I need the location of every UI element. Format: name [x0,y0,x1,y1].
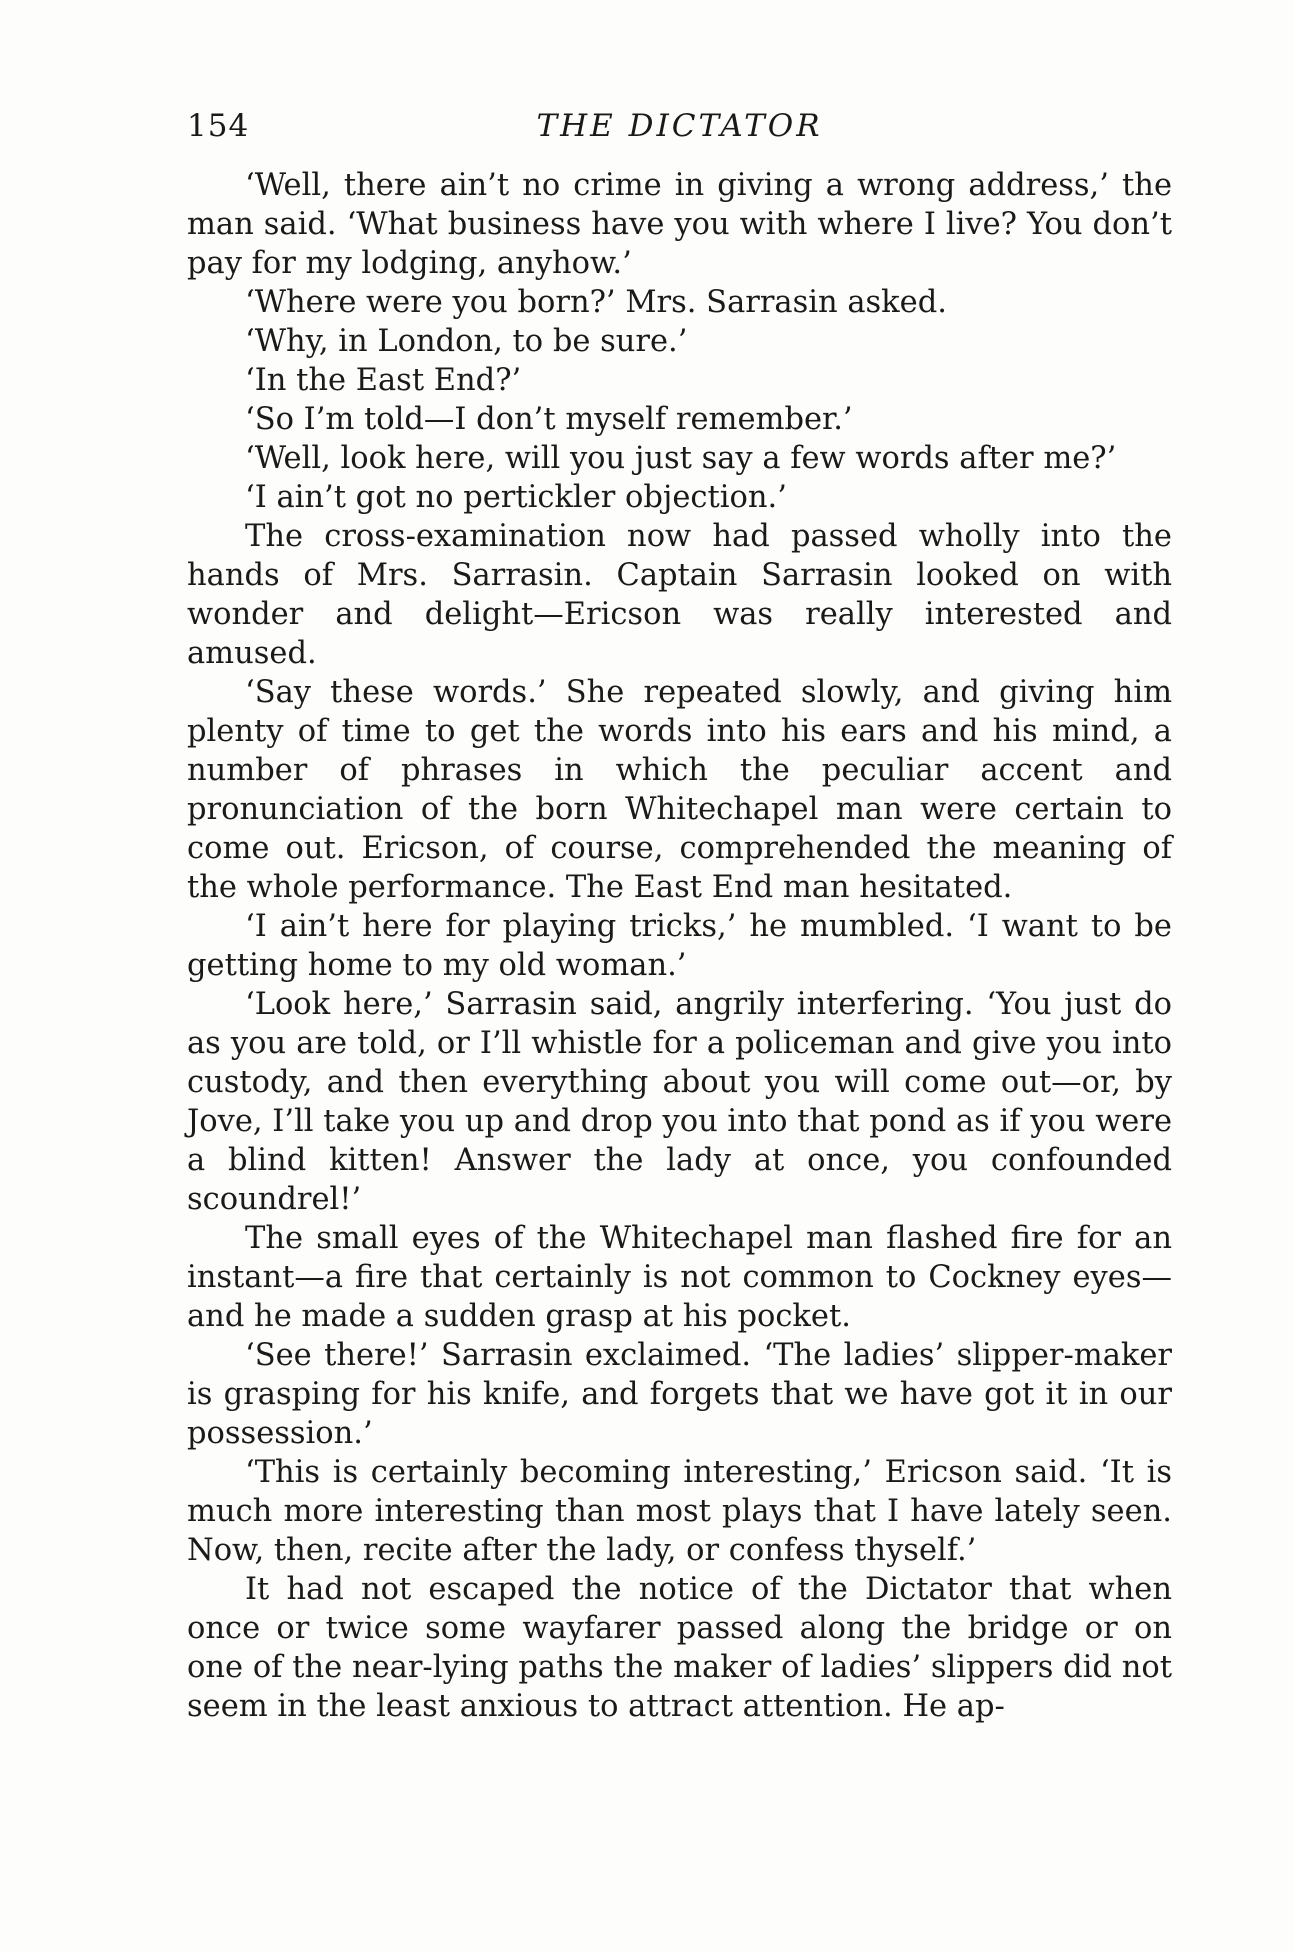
paragraph: ‘This is certainly becoming interesting,’ Ericson said. ‘It is much more interesting than most plays that I have lately seen. Now, then, recite after the lady, or confess thyself.’ [187,1455,1172,1568]
paragraph: ‘Look here,’ Sarrasin said, angrily interfering. ‘You just do as you are told, or I’ll whistle for a policeman and give you into custody, and then everything about you will come out—or, by Jove, I’ll take you up and drop you into that pond as if you were a blind kitten! Answer the lady at once, you confounded scoundrel!’ [187,987,1172,1217]
page-number: 154 [187,108,250,144]
paragraph: ‘I ain’t here for playing tricks,’ he mumbled. ‘I want to be getting home to my old woman.’ [187,909,1172,983]
paragraph: ‘Say these words.’ She repeated slowly, and giving him plenty of time to get the words into his ears and his mind, a number of phrases in which the peculiar accent and pronunciation of the born Whitechapel man were certain to come out. Ericson, of course, comprehended the meaning of the whole performance. The East End man hesitated. [187,675,1172,905]
page-header [187,108,1172,158]
body-text [187,166,1172,1726]
paragraph: ‘Where were you born?’ Mrs. Sarrasin asked. [245,285,947,320]
paragraph: ‘So I’m told—I don’t myself remember.’ [245,402,853,437]
paragraph: ‘See there!’ Sarrasin exclaimed. ‘The ladies’ slipper-maker is grasping for his knife, and forgets that we have got it in our possession.’ [187,1338,1172,1451]
paragraph: ‘Why, in London, to be sure.’ [245,324,688,359]
paragraph: ‘I ain’t got no pertickler objection.’ [245,480,787,515]
paragraph: ‘Well, look here, will you just say a few words after me?’ [245,441,1117,476]
paragraph: The small eyes of the Whitechapel man flashed fire for an instant—a fire that certainly is not common to Cockney eyes—and he made a sudden grasp at his pocket. [187,1221,1172,1334]
paragraph: ‘In the East End?’ [245,363,522,398]
paragraph: It had not escaped the notice of the Dictator that when once or twice some wayfarer passed along the bridge or on one of the near-lying paths the maker of ladies’ slippers did not seem in the least anxious to attract attention. He ap- [187,1572,1172,1724]
paragraph: ‘Well, there ain’t no crime in giving a wrong address,’ the man said. ‘What business have you with where I live? You don’t pay for my lodging, anyhow.’ [187,168,1172,281]
paragraph: The cross-examination now had passed wholly into the hands of Mrs. Sarrasin. Captain Sarrasin looked on with wonder and delight—Ericson was really interested and amused. [187,519,1172,671]
running-title: THE DICTATOR [536,108,823,144]
